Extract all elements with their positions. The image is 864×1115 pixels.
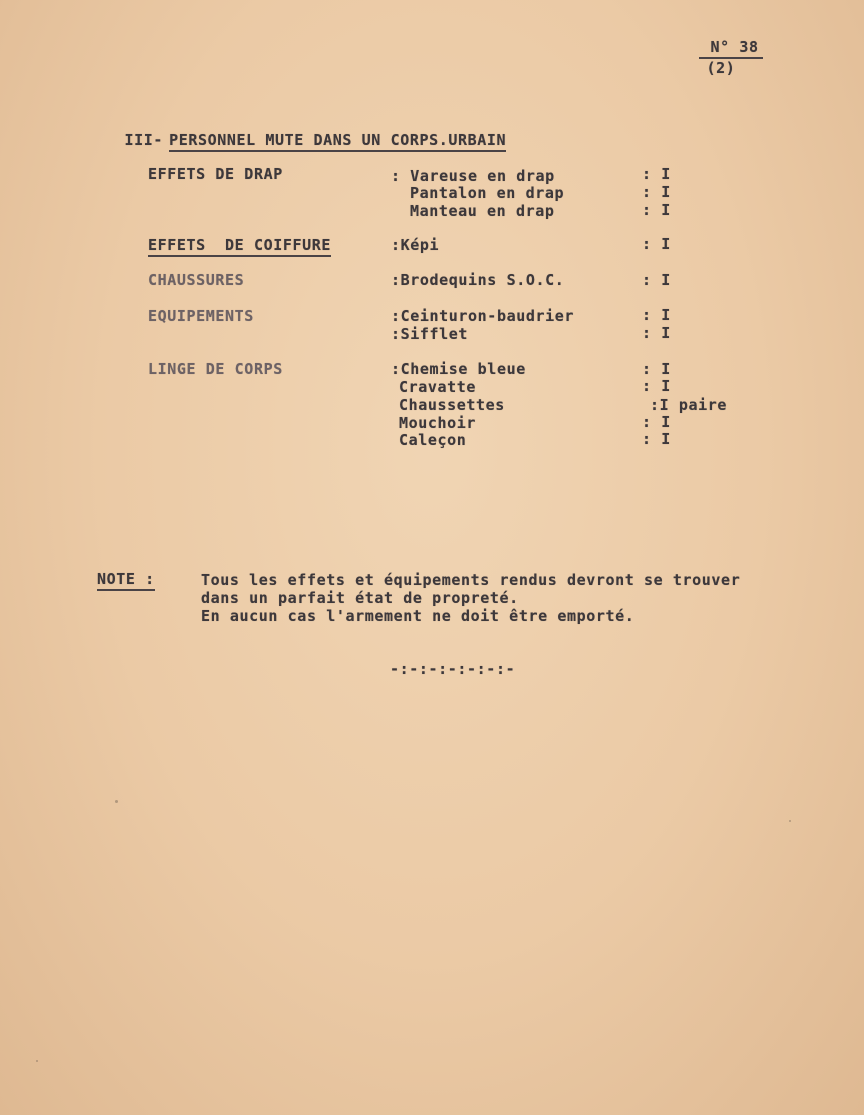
page-suffix: (2) — [706, 59, 736, 77]
item-name: Pantalon en drap — [410, 184, 565, 202]
item-name: : Vareuse en drap — [391, 167, 555, 185]
note-label — [97, 570, 155, 588]
item-name: :Képi — [391, 236, 440, 254]
item-name: :Chemise bleue — [391, 360, 526, 378]
section-prefix: III- — [124, 131, 164, 149]
category-label — [148, 236, 331, 254]
category-label: CHAUSSURES — [148, 271, 245, 289]
item-qty: : I — [642, 360, 671, 378]
note-line: En aucun cas l'armement ne doit être emporté. — [201, 607, 635, 625]
item-qty: : I — [642, 324, 671, 342]
note-line: dans un parfait état de propreté. — [201, 589, 519, 607]
note-label-text: NOTE : — [97, 570, 155, 591]
doc-number: N° 38 — [699, 38, 763, 59]
paper-speck — [115, 800, 118, 803]
item-name: :Sifflet — [391, 325, 469, 343]
item-qty: : I — [642, 430, 671, 448]
item-qty: : I — [642, 201, 671, 219]
section-title: PERSONNEL MUTE DANS UN CORPS.URBAIN — [169, 131, 506, 152]
item-name: Mouchoir — [399, 414, 477, 432]
section-heading — [86, 113, 506, 167]
item-qty: : I — [642, 235, 671, 253]
item-qty: : I — [642, 377, 671, 395]
category-label: EFFETS DE DRAP — [148, 165, 283, 183]
item-qty: : I — [642, 183, 671, 201]
page-number — [660, 20, 763, 95]
item-qty: : I — [642, 306, 671, 324]
note-line: Tous les effets et équipements rendus devront se trouver — [201, 571, 741, 589]
item-name: Caleçon — [399, 431, 467, 449]
category-label-text: EFFETS DE COIFFURE — [148, 236, 331, 257]
item-name: :Brodequins S.O.C. — [391, 271, 565, 289]
item-name: Cravatte — [399, 378, 477, 396]
item-qty: : I — [642, 165, 671, 183]
paper-speck — [36, 1060, 38, 1062]
item-name: :Ceinturon-baudrier — [391, 307, 574, 325]
category-label: EQUIPEMENTS — [148, 307, 254, 325]
item-name: Chaussettes — [399, 396, 505, 414]
item-qty: : I — [642, 413, 671, 431]
item-qty: : I — [642, 271, 671, 289]
paper-speck — [789, 820, 791, 822]
category-label: LINGE DE CORPS — [148, 360, 283, 378]
item-qty: :I paire — [650, 396, 728, 414]
item-name: Manteau en drap — [410, 202, 555, 220]
closing-divider: -:-:-:-:-:-:- — [390, 660, 516, 678]
